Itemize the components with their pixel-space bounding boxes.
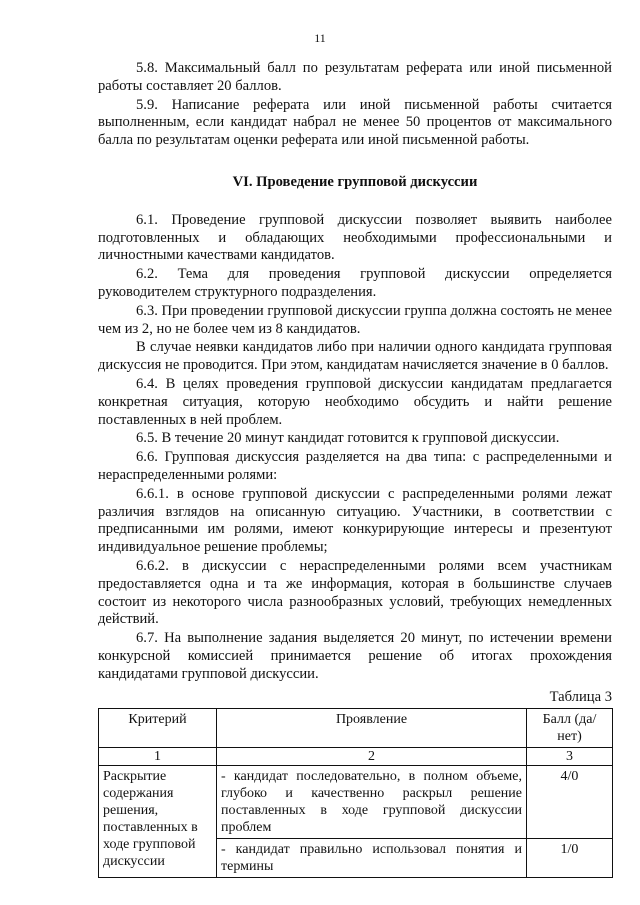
paragraph-6-2: 6.2. Тема для проведения групповой дискуссии определяется руководителем структурного подразделения. [98, 266, 612, 300]
paragraph-6-6-1: 6.6.1. в основе групповой дискуссии с распределенными ролями лежат различия взглядов на описанную ситуацию. Участники, в соответствии с предписанными им ролями, имеют конкурирующие интересы и презентуют индивидуальное решение проблемы; [98, 485, 612, 556]
paragraph-6-5: 6.5. В течение 20 минут кандидат готовится к групповой дискуссии. [136, 430, 560, 447]
paragraph-6-6: 6.6. Групповая дискуссия разделяется на два типа: с распределенными и нераспределенными ролями: [98, 449, 612, 483]
header-manifestation: Проявление [217, 709, 527, 748]
criterion-cell: Раскрытие содержания решения, поставленных в ходе групповой дискуссии [99, 766, 217, 878]
paragraph-6-1: 6.1. Проведение групповой дискуссии позволяет выявить наиболее подготовленных и обладающих необходимыми профессиональными и личностными качествами кандидатов. [98, 211, 612, 264]
paragraph-6-3: 6.3. При проведении групповой дискуссии группа должна состоять не менее чем из 2, но не более чем из 8 кандидатов. [98, 302, 612, 337]
criteria-table [98, 708, 613, 878]
table-header-row [99, 709, 613, 748]
paragraph-6-7: 6.7. На выполнение задания выделяется 20 минут, по истечении времени конкурсной комиссией принимается решение об итогах прохождения кандидатами групповой дискуссии. [98, 630, 612, 682]
section-title: VI. Проведение групповой дискуссии [232, 173, 478, 190]
score-cell: 4/0 [527, 766, 613, 839]
paragraph-5-9: 5.9. Написание реферата или иной письменной работы считается выполненным, если кандидат набрал не менее 50 процентов от максимального балла по результатам оценки реферата или иной письменной работы. [98, 96, 612, 149]
page-number: 11 [314, 31, 326, 45]
manifestation-cell: - кандидат последовательно, в полном объеме, глубоко и качественно раскрыл решение поставленных в ходе групповой дискуссии проблем [217, 766, 527, 839]
header-criterion: Критерий [99, 709, 217, 748]
column-number: 2 [217, 748, 527, 766]
column-number: 1 [99, 748, 217, 766]
paragraph-absence: В случае неявки кандидатов либо при наличии одного кандидата групповая дискуссия не проводится. При этом, кандидатам начисляется значение в 0 баллов. [98, 339, 612, 374]
paragraph-5-8: 5.8. Максимальный балл по результатам реферата или иной письменной работы составляет 20 баллов. [98, 60, 612, 94]
paragraph-6-4: 6.4. В целях проведения групповой дискуссии кандидатам предлагается конкретная ситуация, которую необходимо обсудить и найти решение поставленных в ней проблем. [98, 375, 612, 428]
table-row [99, 766, 613, 839]
document-body [98, 60, 612, 878]
score-cell: 1/0 [527, 839, 613, 878]
header-score: Балл (да/нет) [527, 709, 613, 748]
column-number: 3 [527, 748, 613, 766]
table-caption: Таблица 3 [549, 688, 612, 705]
paragraph-6-6-2: 6.6.2. в дискуссии с нераспределенными ролями всем участникам предоставляется одна и та же информация, которая в большинстве случаев состоит из некоторого числа разнообразных условий, требующих немедленных действий. [98, 557, 612, 628]
table-number-row [99, 748, 613, 766]
manifestation-cell: - кандидат правильно использовал понятия и термины [217, 839, 527, 878]
